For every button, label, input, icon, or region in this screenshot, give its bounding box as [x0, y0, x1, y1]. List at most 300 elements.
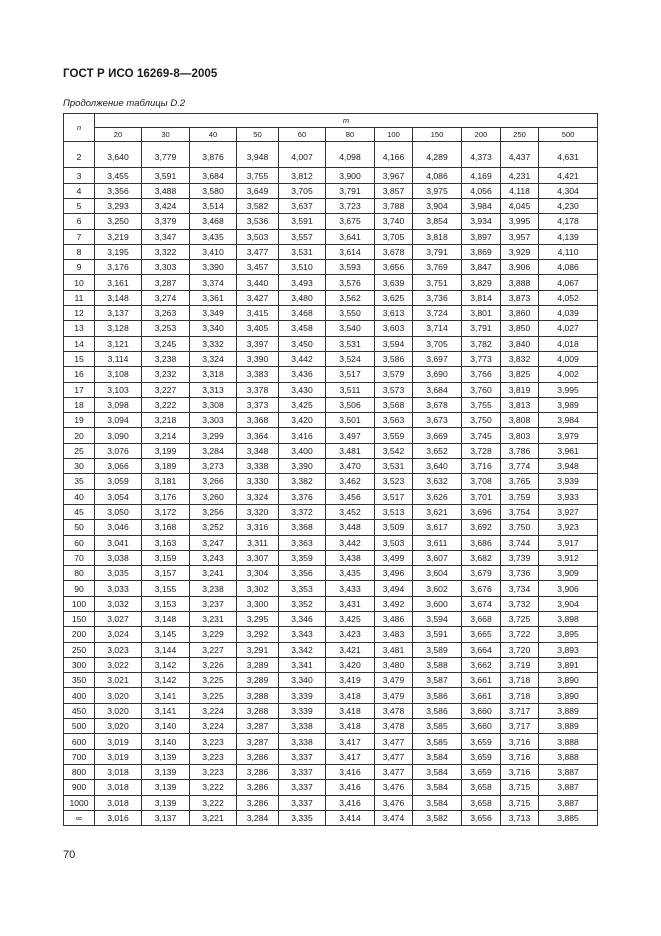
- table-cell: 3,260: [190, 489, 237, 504]
- table-cell: 3,873: [501, 290, 539, 305]
- table-cell: 3,090: [95, 428, 142, 443]
- table-cell: 3,591: [142, 168, 190, 183]
- table-cell: 3,995: [539, 382, 598, 397]
- table-cell: 3,705: [279, 183, 326, 198]
- table-cell: 3,144: [142, 642, 190, 657]
- table-cell: 3,860: [501, 306, 539, 321]
- table-cell: 3,108: [95, 367, 142, 382]
- table-cell: 3,594: [413, 611, 462, 626]
- table-cell: 3,887: [539, 780, 598, 795]
- table-cell: 3,719: [501, 657, 539, 672]
- table-cell: 3,923: [539, 520, 598, 535]
- table-cell: 3,891: [539, 657, 598, 672]
- table-cell: 4,110: [539, 244, 598, 259]
- table-cell: 3,716: [501, 734, 539, 749]
- table-cell: 3,509: [375, 520, 413, 535]
- table-cell: 3,214: [142, 428, 190, 443]
- table-cell: 3,656: [462, 810, 501, 825]
- table-row: [64, 142, 598, 168]
- table-cell: 3,227: [142, 382, 190, 397]
- table-cell: 3,728: [462, 443, 501, 458]
- table-cell: 3,374: [190, 275, 237, 290]
- table-cell: 3,287: [237, 719, 279, 734]
- table-cell: 4,169: [462, 168, 501, 183]
- table-cell: 4,056: [462, 183, 501, 198]
- table-cell: 3,161: [95, 275, 142, 290]
- table-cell: 3,018: [95, 795, 142, 810]
- table-cell: 3,225: [190, 673, 237, 688]
- column-header: 30: [142, 128, 190, 142]
- table-cell: 3,452: [326, 504, 375, 519]
- table-cell: 3,492: [375, 596, 413, 611]
- row-n-cell: 8: [64, 244, 95, 259]
- table-cell: 3,584: [413, 749, 462, 764]
- table-cell: 3,155: [142, 581, 190, 596]
- column-header: 20: [95, 128, 142, 142]
- table-cell: 3,442: [326, 535, 375, 550]
- table-row: [64, 657, 598, 672]
- table-cell: 3,649: [237, 183, 279, 198]
- table-cell: 3,840: [501, 336, 539, 351]
- table-cell: 3,617: [413, 520, 462, 535]
- table-cell: 3,675: [326, 214, 375, 229]
- table-cell: 3,338: [279, 734, 326, 749]
- table-cell: 3,897: [462, 229, 501, 244]
- row-n-cell: 15: [64, 351, 95, 366]
- table-cell: 3,506: [326, 397, 375, 412]
- table-cell: 3,652: [413, 443, 462, 458]
- table-row: [64, 535, 598, 550]
- table-cell: 3,041: [95, 535, 142, 550]
- table-cell: 3,435: [190, 229, 237, 244]
- table-cell: 3,219: [95, 229, 142, 244]
- table-cell: 4,009: [539, 351, 598, 366]
- table-cell: 3,292: [237, 627, 279, 642]
- row-n-cell: 250: [64, 642, 95, 657]
- row-n-cell: 60: [64, 535, 95, 550]
- table-cell: 3,223: [190, 749, 237, 764]
- table-cell: 3,416: [326, 795, 375, 810]
- table-cell: 3,755: [237, 168, 279, 183]
- table-cell: 3,669: [413, 428, 462, 443]
- table-cell: 3,659: [462, 749, 501, 764]
- table-cell: 3,330: [237, 474, 279, 489]
- table-cell: 4,086: [413, 168, 462, 183]
- table-cell: 3,337: [279, 749, 326, 764]
- table-cell: 3,339: [279, 703, 326, 718]
- table-cell: 3,740: [375, 214, 413, 229]
- table-cell: 3,801: [462, 306, 501, 321]
- page-number: 70: [63, 849, 76, 861]
- table-cell: 3,890: [539, 688, 598, 703]
- table-cell: 3,347: [142, 229, 190, 244]
- table-cell: 3,637: [279, 198, 326, 213]
- table-row: [64, 780, 598, 795]
- table-cell: 3,494: [375, 581, 413, 596]
- table-cell: 3,335: [279, 810, 326, 825]
- table-cell: 3,033: [95, 581, 142, 596]
- table-cell: 3,232: [142, 367, 190, 382]
- table-cell: 3,724: [413, 306, 462, 321]
- table-cell: 3,613: [375, 306, 413, 321]
- table-cell: 3,696: [462, 504, 501, 519]
- table-cell: 4,018: [539, 336, 598, 351]
- row-n-cell: 5: [64, 198, 95, 213]
- table-cell: 3,480: [375, 657, 413, 672]
- table-cell: 3,417: [326, 734, 375, 749]
- table-cell: 3,448: [326, 520, 375, 535]
- table-cell: 3,273: [190, 459, 237, 474]
- table-cell: 3,478: [375, 703, 413, 718]
- table-cell: 3,032: [95, 596, 142, 611]
- table-cell: 3,121: [95, 336, 142, 351]
- table-cell: 3,286: [237, 795, 279, 810]
- table-cell: 3,016: [95, 810, 142, 825]
- table-cell: 3,948: [237, 142, 279, 168]
- table-cell: 3,436: [279, 367, 326, 382]
- table-cell: 3,514: [190, 198, 237, 213]
- table-cell: 3,513: [375, 504, 413, 519]
- table-cell: 3,046: [95, 520, 142, 535]
- table-cell: 4,052: [539, 290, 598, 305]
- row-n-cell: 800: [64, 764, 95, 779]
- table-cell: 3,225: [190, 688, 237, 703]
- table-cell: 3,568: [375, 397, 413, 412]
- table-cell: 3,410: [190, 244, 237, 259]
- table-cell: 3,621: [413, 504, 462, 519]
- table-cell: 3,786: [501, 443, 539, 458]
- table-cell: 3,584: [413, 780, 462, 795]
- table-cell: 3,559: [375, 428, 413, 443]
- table-cell: 3,199: [142, 443, 190, 458]
- table-cell: 3,114: [95, 351, 142, 366]
- table-cell: 3,660: [462, 703, 501, 718]
- row-n-cell: 100: [64, 596, 95, 611]
- table-cell: 3,302: [237, 581, 279, 596]
- table-cell: 3,480: [279, 290, 326, 305]
- table-cell: 3,766: [462, 367, 501, 382]
- table-cell: 3,497: [326, 428, 375, 443]
- table-cell: 3,415: [237, 306, 279, 321]
- table-cell: 3,585: [413, 734, 462, 749]
- table-cell: 3,531: [326, 336, 375, 351]
- table-row: [64, 688, 598, 703]
- table-cell: 3,438: [326, 550, 375, 565]
- table-cell: 3,889: [539, 703, 598, 718]
- table-cell: 3,227: [190, 642, 237, 657]
- table-cell: 3,906: [539, 581, 598, 596]
- table-cell: 3,716: [501, 764, 539, 779]
- table-body: [64, 142, 598, 826]
- table-row: [64, 260, 598, 275]
- table-cell: 3,819: [501, 382, 539, 397]
- table-cell: 3,094: [95, 413, 142, 428]
- table-cell: 3,857: [375, 183, 413, 198]
- table-cell: 3,774: [501, 459, 539, 474]
- table-cell: 3,140: [142, 734, 190, 749]
- table-cell: 3,782: [462, 336, 501, 351]
- table-cell: 3,382: [279, 474, 326, 489]
- table-cell: 3,295: [237, 611, 279, 626]
- table-cell: 3,222: [142, 397, 190, 412]
- table-cell: 3,769: [413, 260, 462, 275]
- table-cell: 3,477: [237, 244, 279, 259]
- table-cell: 3,898: [539, 611, 598, 626]
- table-cell: 3,383: [237, 367, 279, 382]
- table-cell: 4,039: [539, 306, 598, 321]
- table-cell: 3,674: [462, 596, 501, 611]
- table-cell: 3,103: [95, 382, 142, 397]
- table-cell: 3,550: [326, 306, 375, 321]
- table-cell: 4,098: [326, 142, 375, 168]
- table-cell: 3,499: [375, 550, 413, 565]
- table-cell: 3,416: [279, 428, 326, 443]
- table-cell: 3,274: [142, 290, 190, 305]
- table-cell: 3,346: [279, 611, 326, 626]
- table-cell: 3,343: [279, 627, 326, 642]
- table-cell: 3,888: [501, 275, 539, 290]
- table-cell: 3,814: [462, 290, 501, 305]
- table-cell: 3,967: [375, 168, 413, 183]
- row-n-cell: 45: [64, 504, 95, 519]
- table-cell: 3,176: [142, 489, 190, 504]
- table-cell: 3,829: [462, 275, 501, 290]
- table-cell: 3,027: [95, 611, 142, 626]
- table-cell: 3,803: [501, 428, 539, 443]
- table-cell: 3,614: [326, 244, 375, 259]
- table-cell: 3,427: [237, 290, 279, 305]
- table-header: [64, 114, 598, 142]
- table-cell: 3,304: [237, 566, 279, 581]
- table-cell: 3,337: [279, 764, 326, 779]
- table-cell: 3,765: [501, 474, 539, 489]
- table-cell: 3,736: [501, 566, 539, 581]
- table-cell: 3,909: [539, 566, 598, 581]
- table-cell: 3,098: [95, 397, 142, 412]
- row-n-cell: 300: [64, 657, 95, 672]
- table-cell: 3,957: [501, 229, 539, 244]
- table-cell: 4,067: [539, 275, 598, 290]
- table-cell: 3,137: [142, 810, 190, 825]
- table-cell: 3,378: [237, 382, 279, 397]
- table-cell: 3,423: [326, 627, 375, 642]
- table-cell: 3,286: [237, 764, 279, 779]
- table-cell: 3,582: [237, 198, 279, 213]
- row-n-cell: 14: [64, 336, 95, 351]
- table-cell: 3,450: [279, 336, 326, 351]
- table-cell: 3,222: [190, 780, 237, 795]
- table-cell: 3,218: [142, 413, 190, 428]
- table-cell: 3,934: [462, 214, 501, 229]
- table-cell: 3,736: [413, 290, 462, 305]
- table-cell: 3,223: [190, 764, 237, 779]
- table-cell: 3,320: [237, 504, 279, 519]
- table-cell: 3,673: [413, 413, 462, 428]
- table-cell: 3,238: [190, 581, 237, 596]
- table-cell: 3,390: [279, 459, 326, 474]
- table-cell: 3,751: [413, 275, 462, 290]
- table-row: [64, 474, 598, 489]
- table-cell: 3,692: [462, 520, 501, 535]
- table-cell: 3,791: [326, 183, 375, 198]
- table-cell: 3,713: [501, 810, 539, 825]
- table-cell: 3,690: [413, 367, 462, 382]
- table-cell: 3,238: [142, 351, 190, 366]
- table-cell: 3,478: [375, 719, 413, 734]
- table-cell: 4,045: [501, 198, 539, 213]
- table-row: [64, 367, 598, 382]
- table-cell: 3,390: [190, 260, 237, 275]
- table-cell: 3,226: [190, 657, 237, 672]
- table-cell: 3,486: [375, 611, 413, 626]
- table-cell: 3,353: [279, 581, 326, 596]
- table-cell: 3,900: [326, 168, 375, 183]
- table-cell: 3,658: [462, 795, 501, 810]
- table-cell: 3,342: [279, 642, 326, 657]
- table-cell: 3,368: [279, 520, 326, 535]
- table-cell: 3,593: [326, 260, 375, 275]
- table-cell: 3,221: [190, 810, 237, 825]
- table-cell: 3,139: [142, 795, 190, 810]
- table-cell: 3,474: [375, 810, 413, 825]
- table-row: [64, 795, 598, 810]
- table-cell: 3,995: [501, 214, 539, 229]
- table-cell: 3,400: [279, 443, 326, 458]
- column-header: 100: [375, 128, 413, 142]
- row-n-cell: 450: [64, 703, 95, 718]
- table-cell: 3,684: [413, 382, 462, 397]
- table-cell: 3,701: [462, 489, 501, 504]
- table-cell: 3,023: [95, 642, 142, 657]
- table-cell: 3,639: [375, 275, 413, 290]
- table-cell: 3,869: [462, 244, 501, 259]
- table-cell: 3,904: [539, 596, 598, 611]
- table-cell: 3,139: [142, 749, 190, 764]
- column-header: 200: [462, 128, 501, 142]
- table-cell: 3,917: [539, 535, 598, 550]
- table-cell: 3,477: [375, 734, 413, 749]
- table-cell: 4,086: [539, 260, 598, 275]
- row-n-cell: 17: [64, 382, 95, 397]
- table-cell: 3,142: [142, 673, 190, 688]
- table-cell: 3,517: [375, 489, 413, 504]
- column-header: 500: [539, 128, 598, 142]
- row-n-cell: 40: [64, 489, 95, 504]
- table-cell: 3,585: [413, 719, 462, 734]
- table-cell: 3,416: [326, 780, 375, 795]
- table-cell: 3,854: [413, 214, 462, 229]
- table-cell: 3,889: [539, 719, 598, 734]
- table-cell: 3,563: [375, 413, 413, 428]
- row-n-cell: 50: [64, 520, 95, 535]
- table-cell: 3,933: [539, 489, 598, 504]
- table-cell: 3,349: [190, 306, 237, 321]
- table-cell: 3,481: [375, 642, 413, 657]
- table-cell: 3,523: [375, 474, 413, 489]
- table-cell: 3,890: [539, 673, 598, 688]
- table-cell: 3,888: [539, 749, 598, 764]
- table-cell: 3,477: [375, 749, 413, 764]
- table-cell: 3,224: [190, 703, 237, 718]
- table-cell: 3,678: [375, 244, 413, 259]
- row-n-cell: 16: [64, 367, 95, 382]
- table-cell: 3,324: [237, 489, 279, 504]
- table-cell: 3,287: [142, 275, 190, 290]
- table-cell: 3,286: [237, 749, 279, 764]
- table-cell: 3,456: [326, 489, 375, 504]
- table-cell: 3,496: [375, 566, 413, 581]
- column-header: 80: [326, 128, 375, 142]
- table-cell: 3,594: [375, 336, 413, 351]
- table-cell: 3,338: [279, 719, 326, 734]
- table-cell: 3,289: [237, 673, 279, 688]
- table-cell: 3,640: [413, 459, 462, 474]
- table-cell: 3,195: [95, 244, 142, 259]
- table-cell: 3,754: [501, 504, 539, 519]
- table-cell: 3,416: [326, 764, 375, 779]
- table-cell: 3,895: [539, 627, 598, 642]
- table-cell: 3,818: [413, 229, 462, 244]
- table-cell: 3,773: [462, 351, 501, 366]
- table-cell: 3,961: [539, 443, 598, 458]
- table-cell: 3,418: [326, 703, 375, 718]
- table-cell: 3,223: [190, 734, 237, 749]
- table-cell: 3,405: [237, 321, 279, 336]
- row-n-cell: 70: [64, 550, 95, 565]
- row-n-cell: 13: [64, 321, 95, 336]
- table-cell: 3,586: [413, 703, 462, 718]
- table-cell: 3,893: [539, 642, 598, 657]
- table-cell: 3,586: [413, 688, 462, 703]
- table-cell: 3,948: [539, 459, 598, 474]
- table-cell: 4,231: [501, 168, 539, 183]
- table-cell: 4,230: [539, 198, 598, 213]
- table-cell: 3,517: [326, 367, 375, 382]
- table-cell: 3,019: [95, 734, 142, 749]
- row-n-cell: 1000: [64, 795, 95, 810]
- table-cell: 3,832: [501, 351, 539, 366]
- table-cell: 3,293: [95, 198, 142, 213]
- column-header: 50: [237, 128, 279, 142]
- table-cell: 3,284: [237, 810, 279, 825]
- table-cell: 3,332: [190, 336, 237, 351]
- table-cell: 3,313: [190, 382, 237, 397]
- document-header: ГОСТ Р ИСО 16269-8—2005: [63, 68, 218, 80]
- table-cell: 4,007: [279, 142, 326, 168]
- table-row: [64, 244, 598, 259]
- table-row: [64, 734, 598, 749]
- table-cell: 3,576: [326, 275, 375, 290]
- table-cell: 3,168: [142, 520, 190, 535]
- table-cell: 3,038: [95, 550, 142, 565]
- table-cell: 3,250: [95, 214, 142, 229]
- table-cell: 3,579: [375, 367, 413, 382]
- table-row: [64, 627, 598, 642]
- row-n-cell: 700: [64, 749, 95, 764]
- row-n-cell: 600: [64, 734, 95, 749]
- table-cell: 3,337: [279, 780, 326, 795]
- row-n-cell: 900: [64, 780, 95, 795]
- row-n-cell: 35: [64, 474, 95, 489]
- table-cell: 3,885: [539, 810, 598, 825]
- table-cell: 4,178: [539, 214, 598, 229]
- table-row: [64, 183, 598, 198]
- table-cell: 3,788: [375, 198, 413, 213]
- table-cell: 3,876: [190, 142, 237, 168]
- table-cell: 3,759: [501, 489, 539, 504]
- table-cell: 3,020: [95, 719, 142, 734]
- table-cell: 3,640: [95, 142, 142, 168]
